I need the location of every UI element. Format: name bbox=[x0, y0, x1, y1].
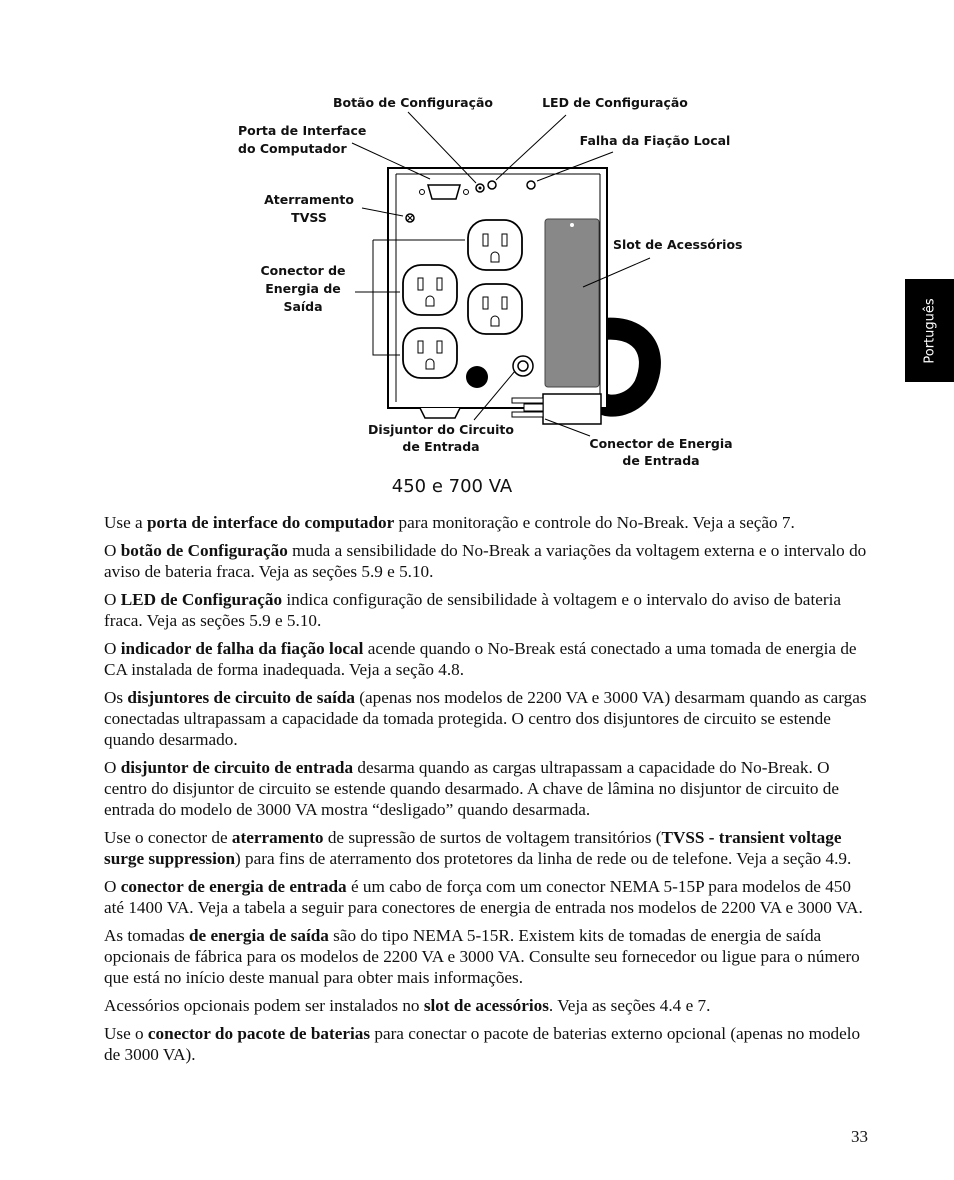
label-breaker-line2: de Entrada bbox=[402, 439, 480, 454]
paragraph: Acessórios opcionais podem ser instalados no slot de acessórios. Veja as seções 4.4 e 7. bbox=[104, 996, 711, 1015]
label-interface-port-line1: Porta de Interface bbox=[238, 123, 367, 138]
paragraph: O botão de Configuração muda a sensibilidade do No-Break a variações da voltagem externa e o intervalo do aviso de bateria fraca. Veja as seções 5.9 e 5.10. bbox=[104, 541, 867, 581]
paragraph: Use a porta de interface do computador para monitoração e controle do No-Break. Veja a seção 7. bbox=[104, 513, 795, 532]
paragraph: O disjuntor de circuito de entrada desarma quando as cargas ultrapassam a capacidade do No-Break. O centro do disjuntor de circuito se estende quando desarmado. A chave de lâmina no disjuntor de circuito de entrada do modelo de 3000 VA mostra “desligado” quando desarmada. bbox=[104, 758, 840, 819]
paragraph: Os disjuntores de circuito de saída (apenas nos modelos de 2200 VA e 3000 VA) desarmam quando as cargas conectadas ultrapassam a capacidade da tomada protegida. O centro dos disjuntores de circuito se estende quando desarmado. bbox=[104, 688, 867, 749]
paragraph: Use o conector de aterramento de supressão de surtos de voltagem transitórios (TVSS - transient voltage surge suppression) para fins de aterramento dos protetores da linha de rede ou de telefone. Veja a seção 4.9. bbox=[104, 828, 852, 868]
label-input-power-line1: Conector de Energia bbox=[589, 436, 733, 451]
paragraph: As tomadas de energia de saída são do tipo NEMA 5-15R. Existem kits de tomadas de energia de saída opcionais de fábrica para os modelos de 2200 VA e 3000 VA. Consulte seu fornecedor ou ligue para o número que está no início deste manual para obter mais informações. bbox=[104, 926, 860, 987]
body-text bbox=[104, 512, 870, 1072]
output-outlet bbox=[468, 284, 522, 334]
accessory-slot bbox=[545, 219, 599, 387]
label-output-line1: Conector de bbox=[260, 263, 346, 278]
label-breaker-line1: Disjuntor do Circuito bbox=[368, 422, 514, 437]
page-number: 33 bbox=[851, 1127, 868, 1146]
label-accessory-slot: Slot de Acessórios bbox=[613, 237, 743, 252]
language-tab: Português bbox=[905, 279, 954, 382]
computer-interface-port bbox=[428, 185, 460, 199]
wiring-fault-led bbox=[527, 181, 535, 189]
paragraph: O indicador de falha da fiação local acende quando o No-Break está conectado a uma tomada de energia de CA instalada de forma inadequada. Veja a seção 4.8. bbox=[104, 639, 857, 679]
label-input-power-line2: de Entrada bbox=[622, 453, 700, 468]
label-tvss-line2: TVSS bbox=[291, 210, 327, 225]
paragraph: O conector de energia de entrada é um cabo de força com um conector NEMA 5-15P para modelos de 450 até 1400 VA. Veja a tabela a seguir para conectores de energia de entrada nos modelos de 2200 VA e 3000 VA. bbox=[104, 877, 863, 917]
unit-foot bbox=[420, 408, 460, 418]
label-tvss-line1: Aterramento bbox=[264, 192, 354, 207]
label-interface-port-line2: do Computador bbox=[238, 141, 347, 156]
label-config-led: LED de Configuração bbox=[542, 95, 688, 110]
diagram-caption: 450 e 700 VA bbox=[391, 476, 513, 497]
label-wiring-fault: Falha da Fiação Local bbox=[579, 133, 731, 148]
output-outlet bbox=[403, 265, 457, 315]
config-led bbox=[488, 181, 496, 189]
output-outlet bbox=[403, 328, 457, 378]
input-power-plug bbox=[543, 394, 601, 424]
label-output-line3: Saída bbox=[283, 299, 323, 314]
label-config-button: Botão de Configuração bbox=[332, 95, 494, 110]
input-breaker bbox=[466, 366, 488, 388]
label-output-line2: Energia de bbox=[265, 281, 341, 296]
ups-rear-panel-diagram bbox=[0, 0, 954, 510]
paragraph: Use o conector do pacote de baterias para conectar o pacote de baterias externo opcional (apenas no modelo de 3000 VA). bbox=[104, 1024, 861, 1064]
paragraph: O LED de Configuração indica configuração de sensibilidade à voltagem e o intervalo do aviso de bateria fraca. Veja as seções 5.9 e 5.10. bbox=[104, 590, 841, 630]
output-outlet bbox=[468, 220, 522, 270]
